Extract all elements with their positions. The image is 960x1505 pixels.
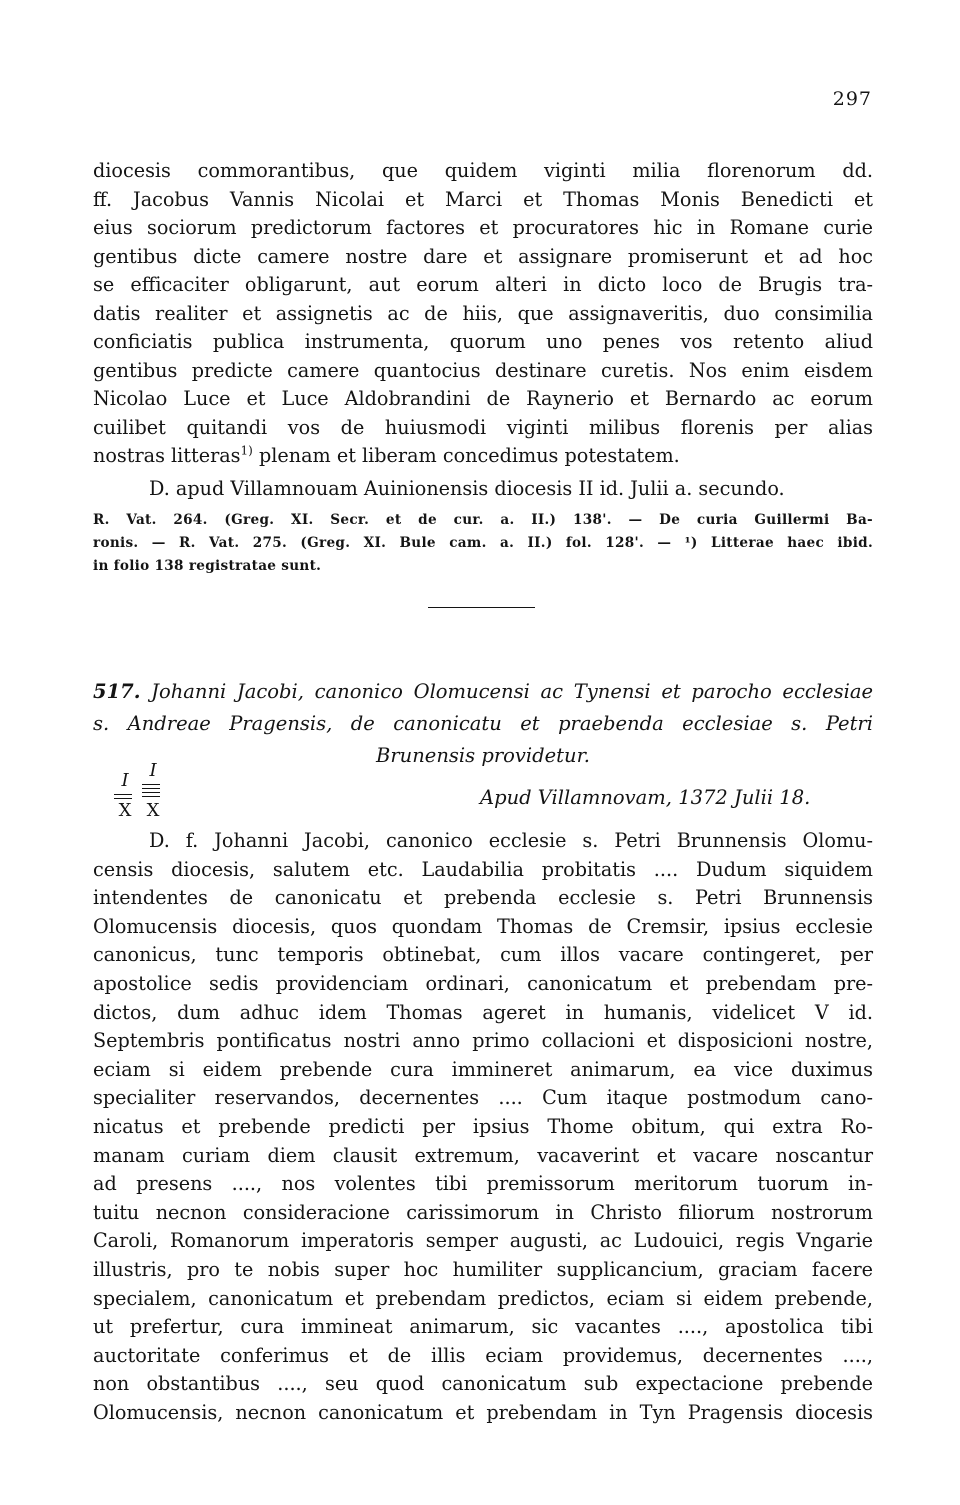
text-line: D. f. Johanni Jacobi, canonico ecclesie s. Petri Brunnensis Olomu- (149, 829, 873, 852)
registry-marks (110, 760, 200, 826)
text-line: intendentes de canonicatu et prebenda ecclesie s. Petri Brunnensis (93, 886, 873, 910)
text-line: specialiter reservandos, decernentes .... Cum itaque postmodum cano- (93, 1086, 873, 1110)
dating-line: D. apud Villamnouam Auinionensis diocesis II id. Julii a. secundo. (149, 477, 785, 500)
archival-note (93, 509, 873, 578)
text-line: se efficaciter obligarunt, aut eorum alteri in dicto loco de Brugis tra- (93, 273, 873, 296)
text-line: dictos, dum adhuc idem Thomas ageret in humanis, videlicet V id. (93, 1000, 873, 1024)
text-line: gentibus predicte camere quantocius destinare curetis. Nos enim eisdem (93, 358, 873, 382)
text-line: apostolice sedis providenciam ordinari, canonicatum et prebendam pre- (93, 971, 873, 995)
registry-mark-right (138, 760, 168, 826)
text-line: gentibus dicte camere nostre dare et assignare promiserunt et ad hoc (93, 244, 873, 268)
text-line: Nicolao Luce et Luce Aldobrandini de Raynerio et Bernardo ac eorum (93, 387, 873, 410)
document-number: 517. (93, 680, 141, 703)
text-line: Septembris pontificatus nostri anno primo collacioni et disposicioni nostre, (93, 1029, 873, 1053)
text-fragment: plenam et liberam concedimus potestatem. (252, 444, 680, 467)
text-line: Olomucensis diocesis, quos quondam Thomas de Cremsir, ipsius ecclesie (93, 914, 873, 938)
text-line: canonicus, tunc temporis obtinebat, cum illos vacare contingeret, per (93, 943, 873, 967)
text-line: manam curiam diem clausit extremum, vacaverint et vacare noscantur (93, 1143, 873, 1167)
mark-bar (114, 798, 132, 799)
footnote-marker: 1) (240, 443, 253, 458)
text-line: ad presens ...., nos volentes tibi premissorum meritorum tuorum in- (93, 1172, 873, 1196)
note-line: ronis. — R. Vat. 275. (Greg. XI. Bule cam. a. II.) fol. 128'. — ¹) Litterae haec ibid. (93, 535, 873, 551)
heading-line: s. Andreae Pragensis, de canonicatu et praebenda ecclesiae s. Petri (93, 712, 873, 735)
note-line: in folio 138 registratae sunt. (93, 558, 322, 574)
text-line: Caroli, Romanorum imperatoris semper augusti, ac Ludouici, regis Vngarie (93, 1229, 873, 1253)
text-line: datis realiter et assignetis ac de hiis, que assignaveritis, duo consimilia (93, 301, 873, 325)
text-fragment: nostras litteras (93, 444, 241, 467)
mark-top: I (149, 760, 157, 781)
document-heading (93, 676, 873, 772)
mark-bar (142, 788, 160, 789)
page-number: 297 (832, 88, 872, 110)
text-line: eciam si eidem prebende cura immineret animarum, ea vice duximus (93, 1057, 873, 1081)
mark-bottom: X (146, 800, 160, 821)
text-line: eius sociorum predictorum factores et procuratores hic in Romane curie (93, 216, 873, 239)
mark-bar (142, 796, 160, 797)
text-line: non obstantibus ...., seu quod canonicatum sub expectacione prebende (93, 1372, 873, 1396)
letter-body (93, 827, 873, 1427)
section-divider (428, 607, 535, 608)
registry-mark-left (110, 760, 140, 826)
text-line: diocesis commorantibus, que quidem viginti milia florenorum dd. (93, 159, 873, 182)
text-line: tuitu necnon consideracione carissimorum in Christo filiorum nostrorum (93, 1200, 873, 1224)
text-line: nicatus et prebende predicti per ipsius Thome obitum, qui extra Ro- (93, 1114, 873, 1138)
heading-line: Brunensis providetur. (376, 744, 590, 767)
continued-letter-text (93, 157, 873, 471)
text-line: auctoritate conferimus et de illis eciam providemus, decernentes ...., (93, 1343, 873, 1367)
text-line: specialem, canonicatum et prebendam predictos, eciam si eidem prebende, (93, 1286, 873, 1310)
mark-bar (142, 784, 160, 785)
text-line: ff. Jacobus Vannis Nicolai et Marci et Thomas Monis Benedicti et (93, 187, 873, 211)
mark-bar (142, 792, 160, 793)
heading-line (93, 676, 873, 708)
heading-text: Johanni Jacobi, canonico Olomucensi ac Tynensi et parocho ecclesiae (140, 680, 873, 703)
mark-bottom: X (118, 800, 132, 821)
text-line: Olomucensis, necnon canonicatum et prebendam in Tyn Pragensis diocesis (93, 1400, 873, 1424)
mark-top: I (121, 770, 129, 791)
place-and-date: Apud Villamnovam, 1372 Julii 18. (480, 786, 811, 809)
text-line: cuilibet quitandi vos de huiusmodi viginti milibus florenis per alias (93, 415, 873, 439)
text-line: conficiatis publica instrumenta, quorum uno penes vos retento aliud (93, 330, 873, 353)
note-line: R. Vat. 264. (Greg. XI. Secr. et de cur. a. II.) 138'. — De curia Guillermi Ba- (93, 512, 873, 528)
text-line: illustris, pro te nobis super hoc humiliter supplicancium, graciam facere (93, 1257, 873, 1281)
text-line: ut prefertur, cura immineat animarum, sic vacantes ...., apostolica tibi (93, 1315, 873, 1339)
text-line (93, 442, 873, 471)
mark-bar (114, 794, 132, 795)
text-line: censis diocesis, salutem etc. Laudabilia probitatis .... Dudum siquidem (93, 857, 873, 881)
